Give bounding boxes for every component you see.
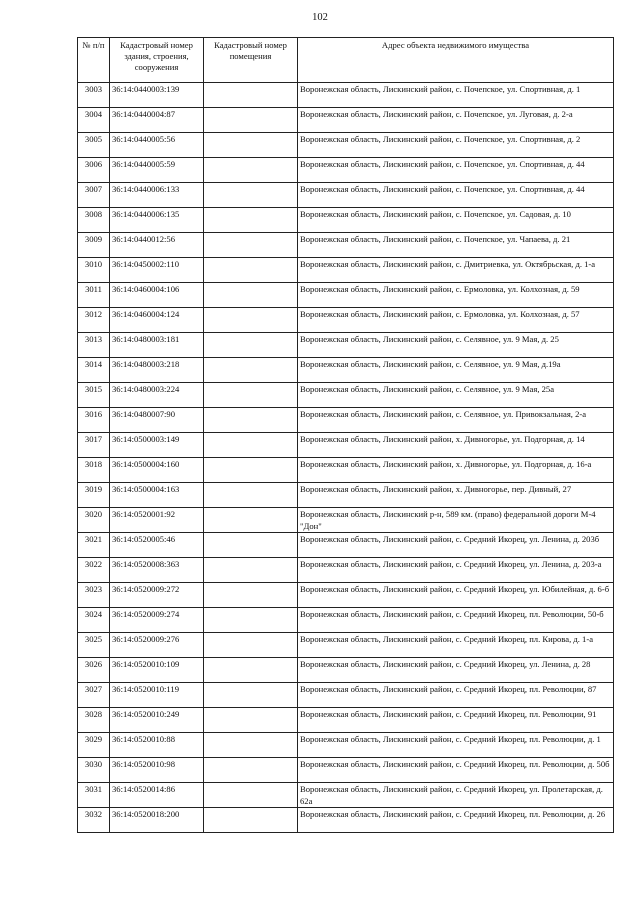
table-row	[78, 608, 614, 633]
row-address: Воронежская область, Лискинский район, х. Дивногорье, ул. Подгорная, д. 16-а	[298, 458, 614, 483]
row-premises-cadastral	[204, 333, 298, 358]
row-building-cadastral: 36:14:0480003:181	[110, 333, 204, 358]
row-address: Воронежская область, Лискинский район, с. Почепское, ул. Чапаева, д. 21	[298, 233, 614, 258]
row-building-cadastral: 36:14:0480007:90	[110, 408, 204, 433]
row-number: 3032	[78, 808, 110, 833]
row-premises-cadastral	[204, 508, 298, 533]
row-premises-cadastral	[204, 208, 298, 233]
row-premises-cadastral	[204, 458, 298, 483]
table-row	[78, 158, 614, 183]
table-row	[78, 83, 614, 108]
table-row	[78, 208, 614, 233]
row-address: Воронежская область, Лискинский район, с. Селявное, ул. 9 Мая, 25а	[298, 383, 614, 408]
row-number: 3016	[78, 408, 110, 433]
header-building-cadastral: Кадастровый номер здания, строения, сооружения	[110, 38, 204, 83]
row-building-cadastral: 36:14:0520001:92	[110, 508, 204, 533]
row-number: 3031	[78, 783, 110, 808]
row-address: Воронежская область, Лискинский район, х. Дивногорье, пер. Дивный, 27	[298, 483, 614, 508]
row-address: Воронежская область, Лискинский район, х. Дивногорье, ул. Подгорная, д. 14	[298, 433, 614, 458]
row-premises-cadastral	[204, 158, 298, 183]
row-building-cadastral: 36:14:0440006:135	[110, 208, 204, 233]
row-address: Воронежская область, Лискинский район, с. Почепское, ул. Спортивная, д. 2	[298, 133, 614, 158]
row-premises-cadastral	[204, 683, 298, 708]
row-number: 3017	[78, 433, 110, 458]
row-premises-cadastral	[204, 758, 298, 783]
table-row	[78, 433, 614, 458]
row-building-cadastral: 36:14:0520010:98	[110, 758, 204, 783]
header-premises-cadastral: Кадастровый номер помещения	[204, 38, 298, 83]
row-building-cadastral: 36:14:0520010:88	[110, 733, 204, 758]
row-number: 3029	[78, 733, 110, 758]
row-number: 3005	[78, 133, 110, 158]
row-premises-cadastral	[204, 583, 298, 608]
row-premises-cadastral	[204, 433, 298, 458]
row-building-cadastral: 36:14:0440003:139	[110, 83, 204, 108]
table-row	[78, 233, 614, 258]
table-body	[78, 83, 614, 833]
row-building-cadastral: 36:14:0520009:276	[110, 633, 204, 658]
row-address: Воронежская область, Лискинский район, с. Средний Икорец, пл. Революции, д. 1	[298, 733, 614, 758]
row-premises-cadastral	[204, 783, 298, 808]
row-address: Воронежская область, Лискинский район, с. Средний Икорец, ул. Пролетарская, д. 62а	[298, 783, 614, 808]
row-building-cadastral: 36:14:0440005:59	[110, 158, 204, 183]
row-number: 3028	[78, 708, 110, 733]
table-row	[78, 483, 614, 508]
table-row	[78, 308, 614, 333]
table-row	[78, 533, 614, 558]
row-number: 3014	[78, 358, 110, 383]
row-address: Воронежская область, Лискинский район, с. Средний Икорец, пл. Революции, д. 50б	[298, 758, 614, 783]
row-premises-cadastral	[204, 233, 298, 258]
table-row	[78, 558, 614, 583]
row-address: Воронежская область, Лискинский район, с. Средний Икорец, пл. Революции, д. 26	[298, 808, 614, 833]
row-premises-cadastral	[204, 408, 298, 433]
row-premises-cadastral	[204, 183, 298, 208]
row-building-cadastral: 36:14:0520009:272	[110, 583, 204, 608]
row-address: Воронежская область, Лискинский район, с. Ермоловка, ул. Колхозная, д. 59	[298, 283, 614, 308]
row-number: 3007	[78, 183, 110, 208]
row-building-cadastral: 36:14:0440012:56	[110, 233, 204, 258]
table-row	[78, 708, 614, 733]
row-address: Воронежская область, Лискинский район, с. Селявное, ул. Привокзальная, 2-а	[298, 408, 614, 433]
row-building-cadastral: 36:14:0440004:87	[110, 108, 204, 133]
row-address: Воронежская область, Лискинский район, с. Ермоловка, ул. Колхозная, д. 57	[298, 308, 614, 333]
row-address: Воронежская область, Лискинский район, с. Средний Икорец, пл. Революции, 87	[298, 683, 614, 708]
table-row	[78, 383, 614, 408]
row-building-cadastral: 36:14:0450002:110	[110, 258, 204, 283]
row-number: 3027	[78, 683, 110, 708]
row-number: 3026	[78, 658, 110, 683]
row-building-cadastral: 36:14:0520010:249	[110, 708, 204, 733]
row-building-cadastral: 36:14:0500003:149	[110, 433, 204, 458]
table-row	[78, 683, 614, 708]
row-number: 3003	[78, 83, 110, 108]
row-number: 3022	[78, 558, 110, 583]
row-building-cadastral: 36:14:0520018:200	[110, 808, 204, 833]
row-address: Воронежская область, Лискинский р-н, 589 км. (право) федеральной дороги М-4 "Дон"	[298, 508, 614, 533]
row-building-cadastral: 36:14:0520009:274	[110, 608, 204, 633]
row-premises-cadastral	[204, 733, 298, 758]
row-building-cadastral: 36:14:0480003:218	[110, 358, 204, 383]
table-row	[78, 458, 614, 483]
row-premises-cadastral	[204, 483, 298, 508]
row-premises-cadastral	[204, 258, 298, 283]
header-num: № п/п	[78, 38, 110, 83]
table-row	[78, 758, 614, 783]
row-building-cadastral: 36:14:0460004:106	[110, 283, 204, 308]
table-row	[78, 808, 614, 833]
row-premises-cadastral	[204, 308, 298, 333]
row-premises-cadastral	[204, 133, 298, 158]
row-address: Воронежская область, Лискинский район, с. Почепское, ул. Спортивная, д. 44	[298, 183, 614, 208]
row-building-cadastral: 36:14:0520008:363	[110, 558, 204, 583]
row-number: 3030	[78, 758, 110, 783]
page-number: 102	[312, 12, 328, 23]
row-building-cadastral: 36:14:0440005:56	[110, 133, 204, 158]
row-premises-cadastral	[204, 658, 298, 683]
table-row	[78, 108, 614, 133]
row-building-cadastral: 36:14:0520014:86	[110, 783, 204, 808]
row-number: 3024	[78, 608, 110, 633]
row-building-cadastral: 36:14:0520010:119	[110, 683, 204, 708]
row-number: 3015	[78, 383, 110, 408]
row-premises-cadastral	[204, 708, 298, 733]
row-number: 3025	[78, 633, 110, 658]
table-row	[78, 783, 614, 808]
row-address: Воронежская область, Лискинский район, с. Средний Икорец, ул. Юбилейная, д. 6-б	[298, 583, 614, 608]
registry-table	[77, 37, 614, 833]
row-building-cadastral: 36:14:0440006:133	[110, 183, 204, 208]
row-number: 3018	[78, 458, 110, 483]
row-address: Воронежская область, Лискинский район, с. Дмитриевка, ул. Октябрьская, д. 1-а	[298, 258, 614, 283]
row-address: Воронежская область, Лискинский район, с. Средний Икорец, пл. Революции, 91	[298, 708, 614, 733]
row-number: 3009	[78, 233, 110, 258]
row-address: Воронежская область, Лискинский район, с. Селявное, ул. 9 Мая, д.19а	[298, 358, 614, 383]
row-number: 3023	[78, 583, 110, 608]
table-row	[78, 733, 614, 758]
row-premises-cadastral	[204, 533, 298, 558]
row-number: 3020	[78, 508, 110, 533]
table-row	[78, 633, 614, 658]
table-header-row	[78, 38, 614, 83]
row-building-cadastral: 36:14:0520005:46	[110, 533, 204, 558]
table-row	[78, 283, 614, 308]
header-address: Адрес объекта недвижимого имущества	[298, 38, 614, 83]
row-building-cadastral: 36:14:0500004:160	[110, 458, 204, 483]
row-premises-cadastral	[204, 283, 298, 308]
row-premises-cadastral	[204, 383, 298, 408]
row-address: Воронежская область, Лискинский район, с. Почепское, ул. Луговая, д. 2-а	[298, 108, 614, 133]
row-building-cadastral: 36:14:0500004:163	[110, 483, 204, 508]
row-address: Воронежская область, Лискинский район, с. Средний Икорец, ул. Ленина, д. 203-а	[298, 558, 614, 583]
row-address: Воронежская область, Лискинский район, с. Почепское, ул. Спортивная, д. 44	[298, 158, 614, 183]
row-number: 3006	[78, 158, 110, 183]
row-number: 3019	[78, 483, 110, 508]
row-address: Воронежская область, Лискинский район, с. Средний Икорец, ул. Ленина, д. 203б	[298, 533, 614, 558]
row-premises-cadastral	[204, 808, 298, 833]
table-row	[78, 583, 614, 608]
table-row	[78, 508, 614, 533]
row-number: 3021	[78, 533, 110, 558]
row-premises-cadastral	[204, 83, 298, 108]
table-row	[78, 658, 614, 683]
row-building-cadastral: 36:14:0460004:124	[110, 308, 204, 333]
row-premises-cadastral	[204, 633, 298, 658]
row-building-cadastral: 36:14:0520010:109	[110, 658, 204, 683]
row-address: Воронежская область, Лискинский район, с. Почепское, ул. Садовая, д. 10	[298, 208, 614, 233]
row-address: Воронежская область, Лискинский район, с. Средний Икорец, пл. Революции, 50-б	[298, 608, 614, 633]
table-row	[78, 183, 614, 208]
table-row	[78, 408, 614, 433]
row-number: 3008	[78, 208, 110, 233]
table-row	[78, 133, 614, 158]
row-number: 3013	[78, 333, 110, 358]
row-number: 3012	[78, 308, 110, 333]
row-address: Воронежская область, Лискинский район, с. Средний Икорец, пл. Кирова, д. 1-а	[298, 633, 614, 658]
row-number: 3004	[78, 108, 110, 133]
row-premises-cadastral	[204, 358, 298, 383]
row-premises-cadastral	[204, 608, 298, 633]
row-number: 3011	[78, 283, 110, 308]
row-number: 3010	[78, 258, 110, 283]
row-address: Воронежская область, Лискинский район, с. Средний Икорец, ул. Ленина, д. 28	[298, 658, 614, 683]
table-row	[78, 333, 614, 358]
row-premises-cadastral	[204, 108, 298, 133]
row-premises-cadastral	[204, 558, 298, 583]
row-address: Воронежская область, Лискинский район, с. Почепское, ул. Спортивная, д. 1	[298, 83, 614, 108]
row-building-cadastral: 36:14:0480003:224	[110, 383, 204, 408]
table-row	[78, 258, 614, 283]
row-address: Воронежская область, Лискинский район, с. Селявное, ул. 9 Мая, д. 25	[298, 333, 614, 358]
table-row	[78, 358, 614, 383]
